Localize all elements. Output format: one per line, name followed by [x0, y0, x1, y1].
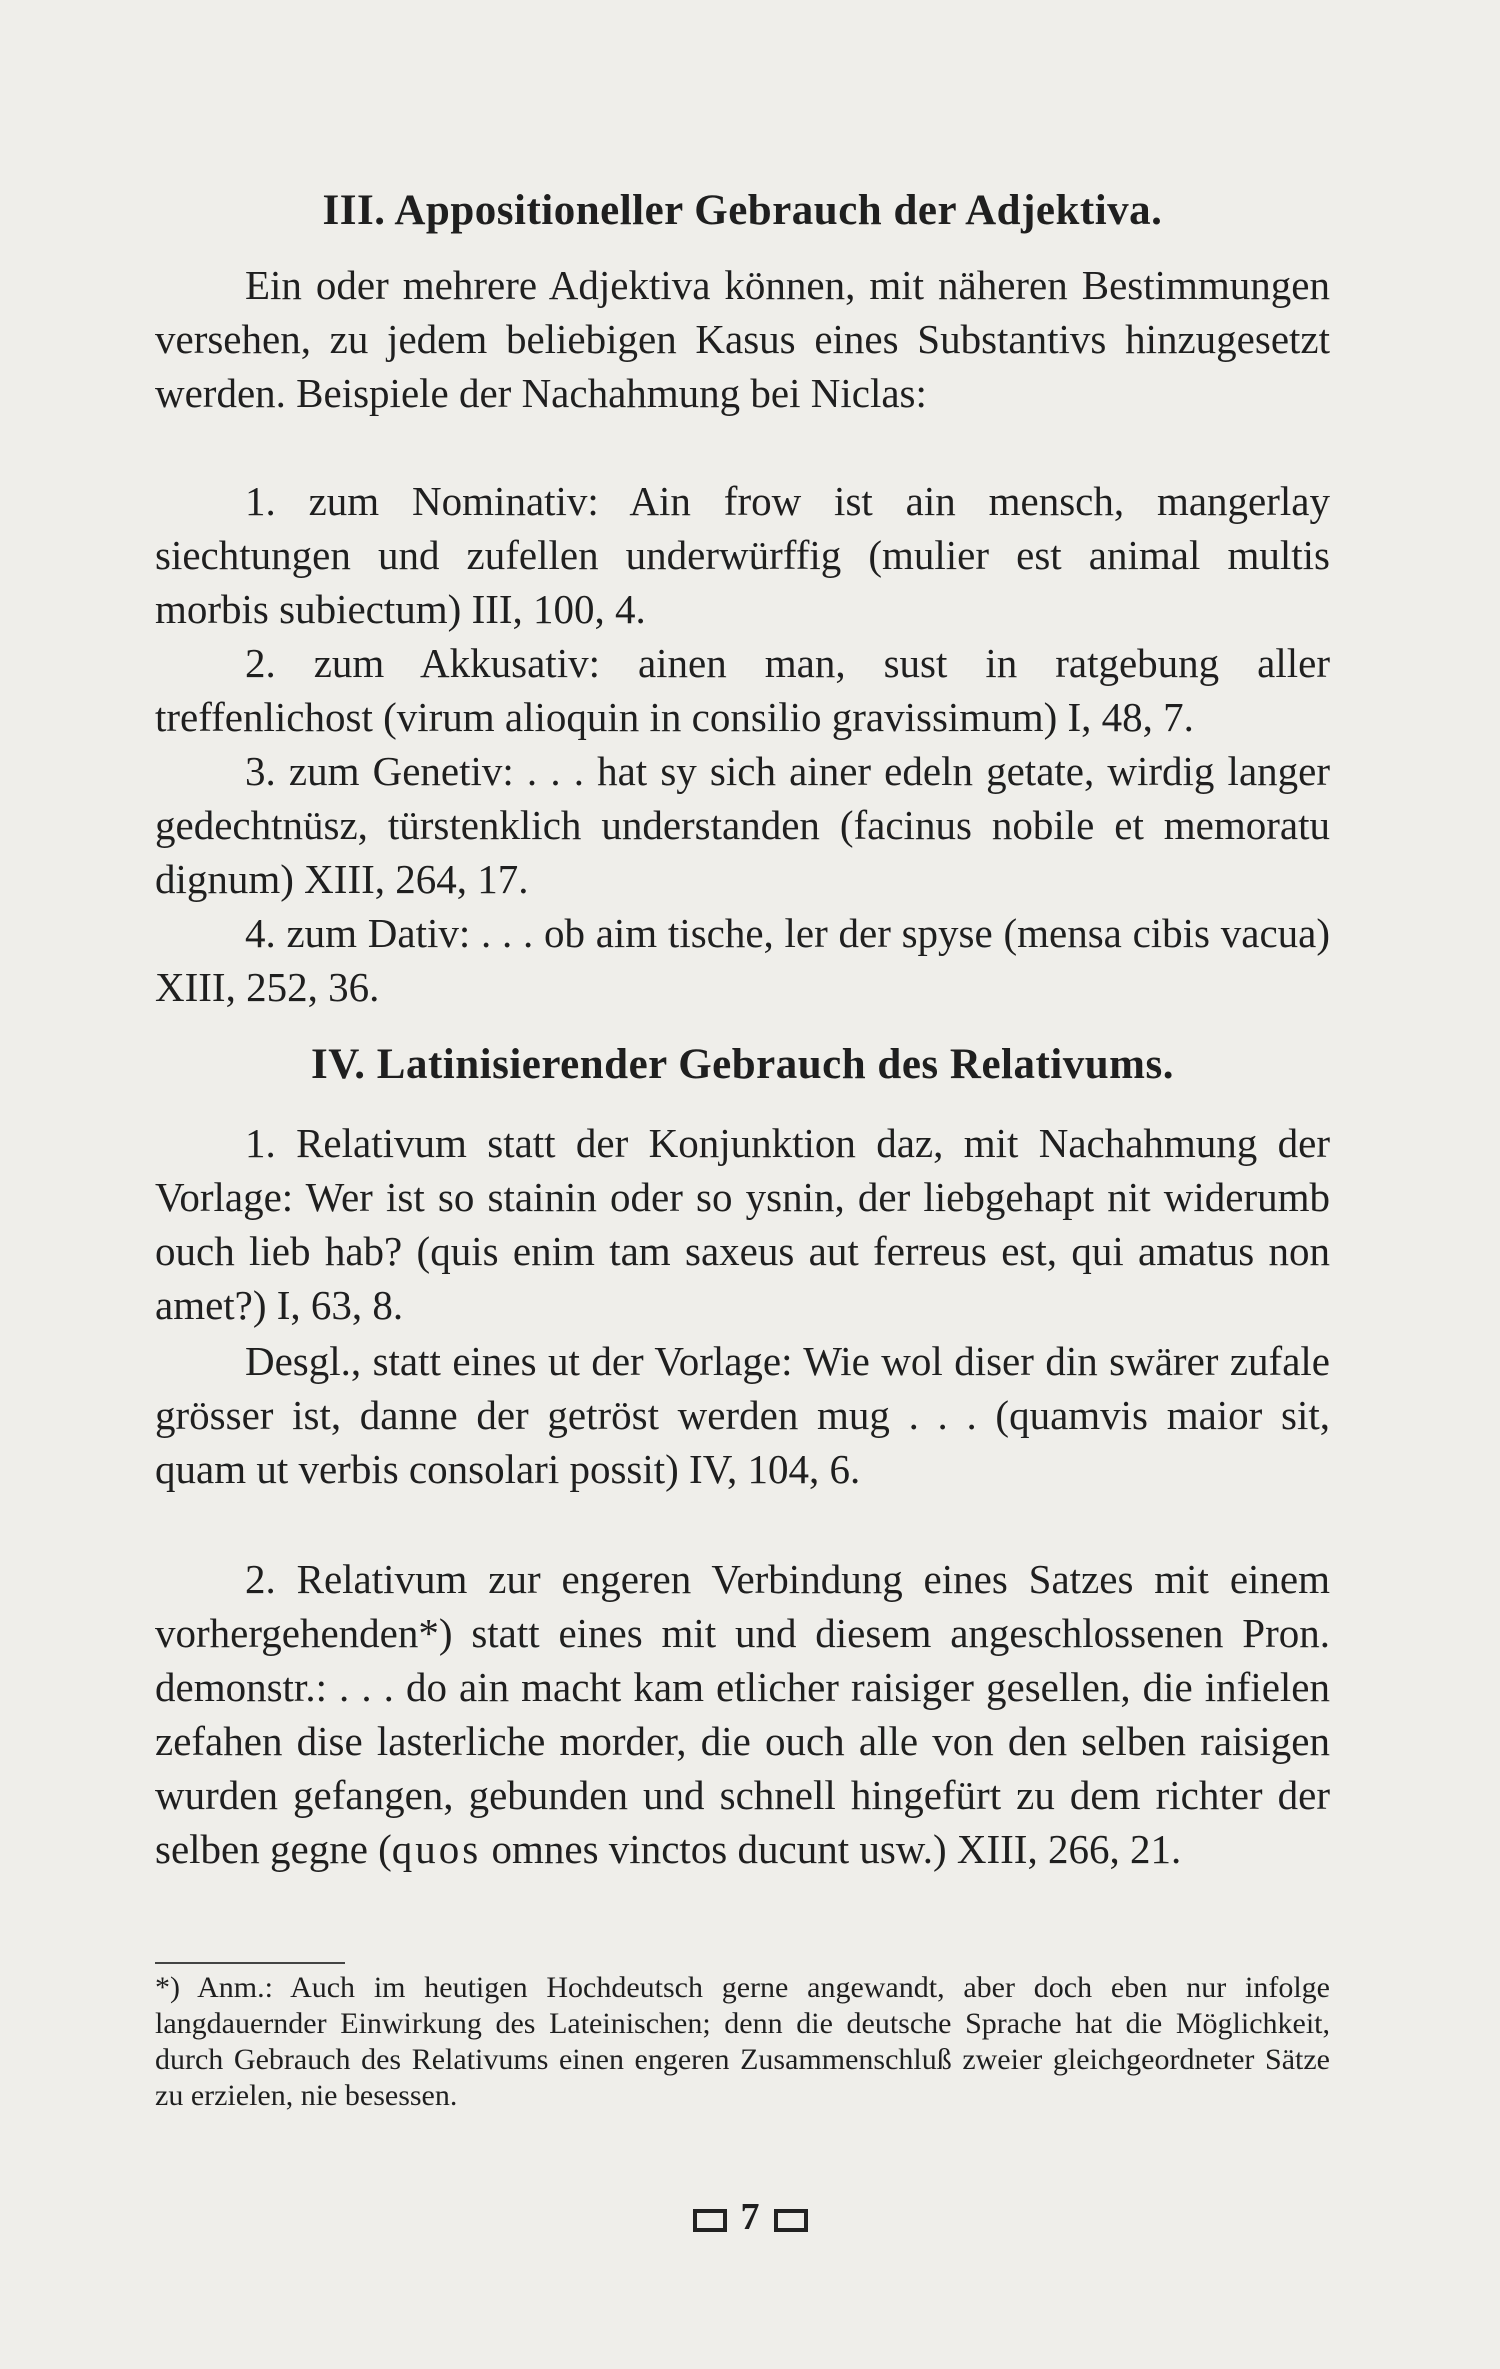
section-3-item-1-wrap: [155, 474, 1330, 636]
section-4-item-1-wrap: [155, 1116, 1330, 1332]
section-4-item-2-part-a: 2. Relativum zur engeren Verbindung eines Satzes mit einem vorhergehenden*) statt eines mit und diesem angeschlossenen Pron. demonstr.: . . . do ain macht kam etlicher raisiger gesellen, die infielen zefahen dise lasterliche morder, die ouch alle von den selben raisigen wurden gefangen, gebunden und schnell hingefürt zu dem richter der selben gegne (: [155, 1556, 1330, 1872]
section-3-item-3: 3. zum Genetiv: . . . hat sy sich ainer edeln getate, wirdig langer gedechtnüsz, türstenklich understanden (facinus nobile et memoratu dignum) XIII, 264, 17.: [155, 748, 1330, 902]
section-3-item-4-wrap: [155, 906, 1330, 1014]
section-3-item-3-wrap: [155, 744, 1330, 906]
section-3: [155, 186, 1330, 235]
page-number: 7: [740, 2196, 760, 2238]
section-4-item-2-part-b: omnes vinctos ducunt usw.) XIII, 266, 21.: [481, 1826, 1182, 1872]
section-4-desgl-wrap: [155, 1334, 1330, 1496]
section-3-item-1: 1. zum Nominativ: Ain frow ist ain mensch, mangerlay siechtungen und zufellen underwürffig (mulier est animal multis morbis subiectum) III, 100, 4.: [155, 478, 1330, 632]
section-4-item-2-wrap: [155, 1552, 1330, 1876]
section-4-heading: IV. Latinisierender Gebrauch des Relativums.: [311, 1041, 1174, 1088]
section-3-item-2-wrap: [155, 636, 1330, 744]
page-number-footer: [0, 2195, 1500, 2239]
ornament-box-icon: [774, 2209, 808, 2232]
section-3-heading: III. Appositioneller Gebrauch der Adjektiva.: [322, 187, 1163, 234]
footnote: *) Anm.: Auch im heutigen Hochdeutsch gerne angewandt, aber doch eben nur infolge langdauernder Einwirkung des Lateinischen; denn die deutsche Sprache hat die Möglichkeit, durch Gebrauch des Relativums einen engeren Zusammenschluß zweier gleichgeordneter Sätze zu erzielen, nie besessen.: [155, 1971, 1330, 2112]
section-4-item-2-spaced-word: quos: [391, 1826, 482, 1872]
section-4-item-1: 1. Relativum statt der Konjunktion daz, mit Nachahmung der Vorlage: Wer ist so stainin oder so ysnin, der liebgehapt nit widerumb ouch lieb hab? (quis enim tam saxeus aut ferreus est, qui amatus non amet?) I, 63, 8.: [155, 1120, 1330, 1328]
section-3-intro: Ein oder mehrere Adjektiva können, mit näheren Bestimmungen versehen, zu jedem beliebigen Kasus eines Substantivs hinzugesetzt werden. Beispiele der Nachahmung bei Niclas:: [155, 262, 1330, 416]
section-4-item-2: [155, 1552, 1330, 1876]
ornament-box-icon: [693, 2209, 727, 2232]
section-4-desgl: Desgl., statt eines ut der Vorlage: Wie wol diser din swärer zufale grösser ist, danne der getröst werden mug . . . (quamvis maior sit, quam ut verbis consolari possit) IV, 104, 6.: [155, 1338, 1330, 1492]
section-4: [155, 1040, 1330, 1089]
section-3-item-2: 2. zum Akkusativ: ainen man, sust in ratgebung aller treffenlichost (virum alioquin in consilio gravissimum) I, 48, 7.: [155, 640, 1330, 740]
section-3-body: [155, 258, 1330, 420]
footnote-rule: [155, 1962, 345, 1964]
section-3-item-4: 4. zum Dativ: . . . ob aim tische, ler der spyse (mensa cibis vacua) XIII, 252, 36.: [155, 910, 1330, 1010]
